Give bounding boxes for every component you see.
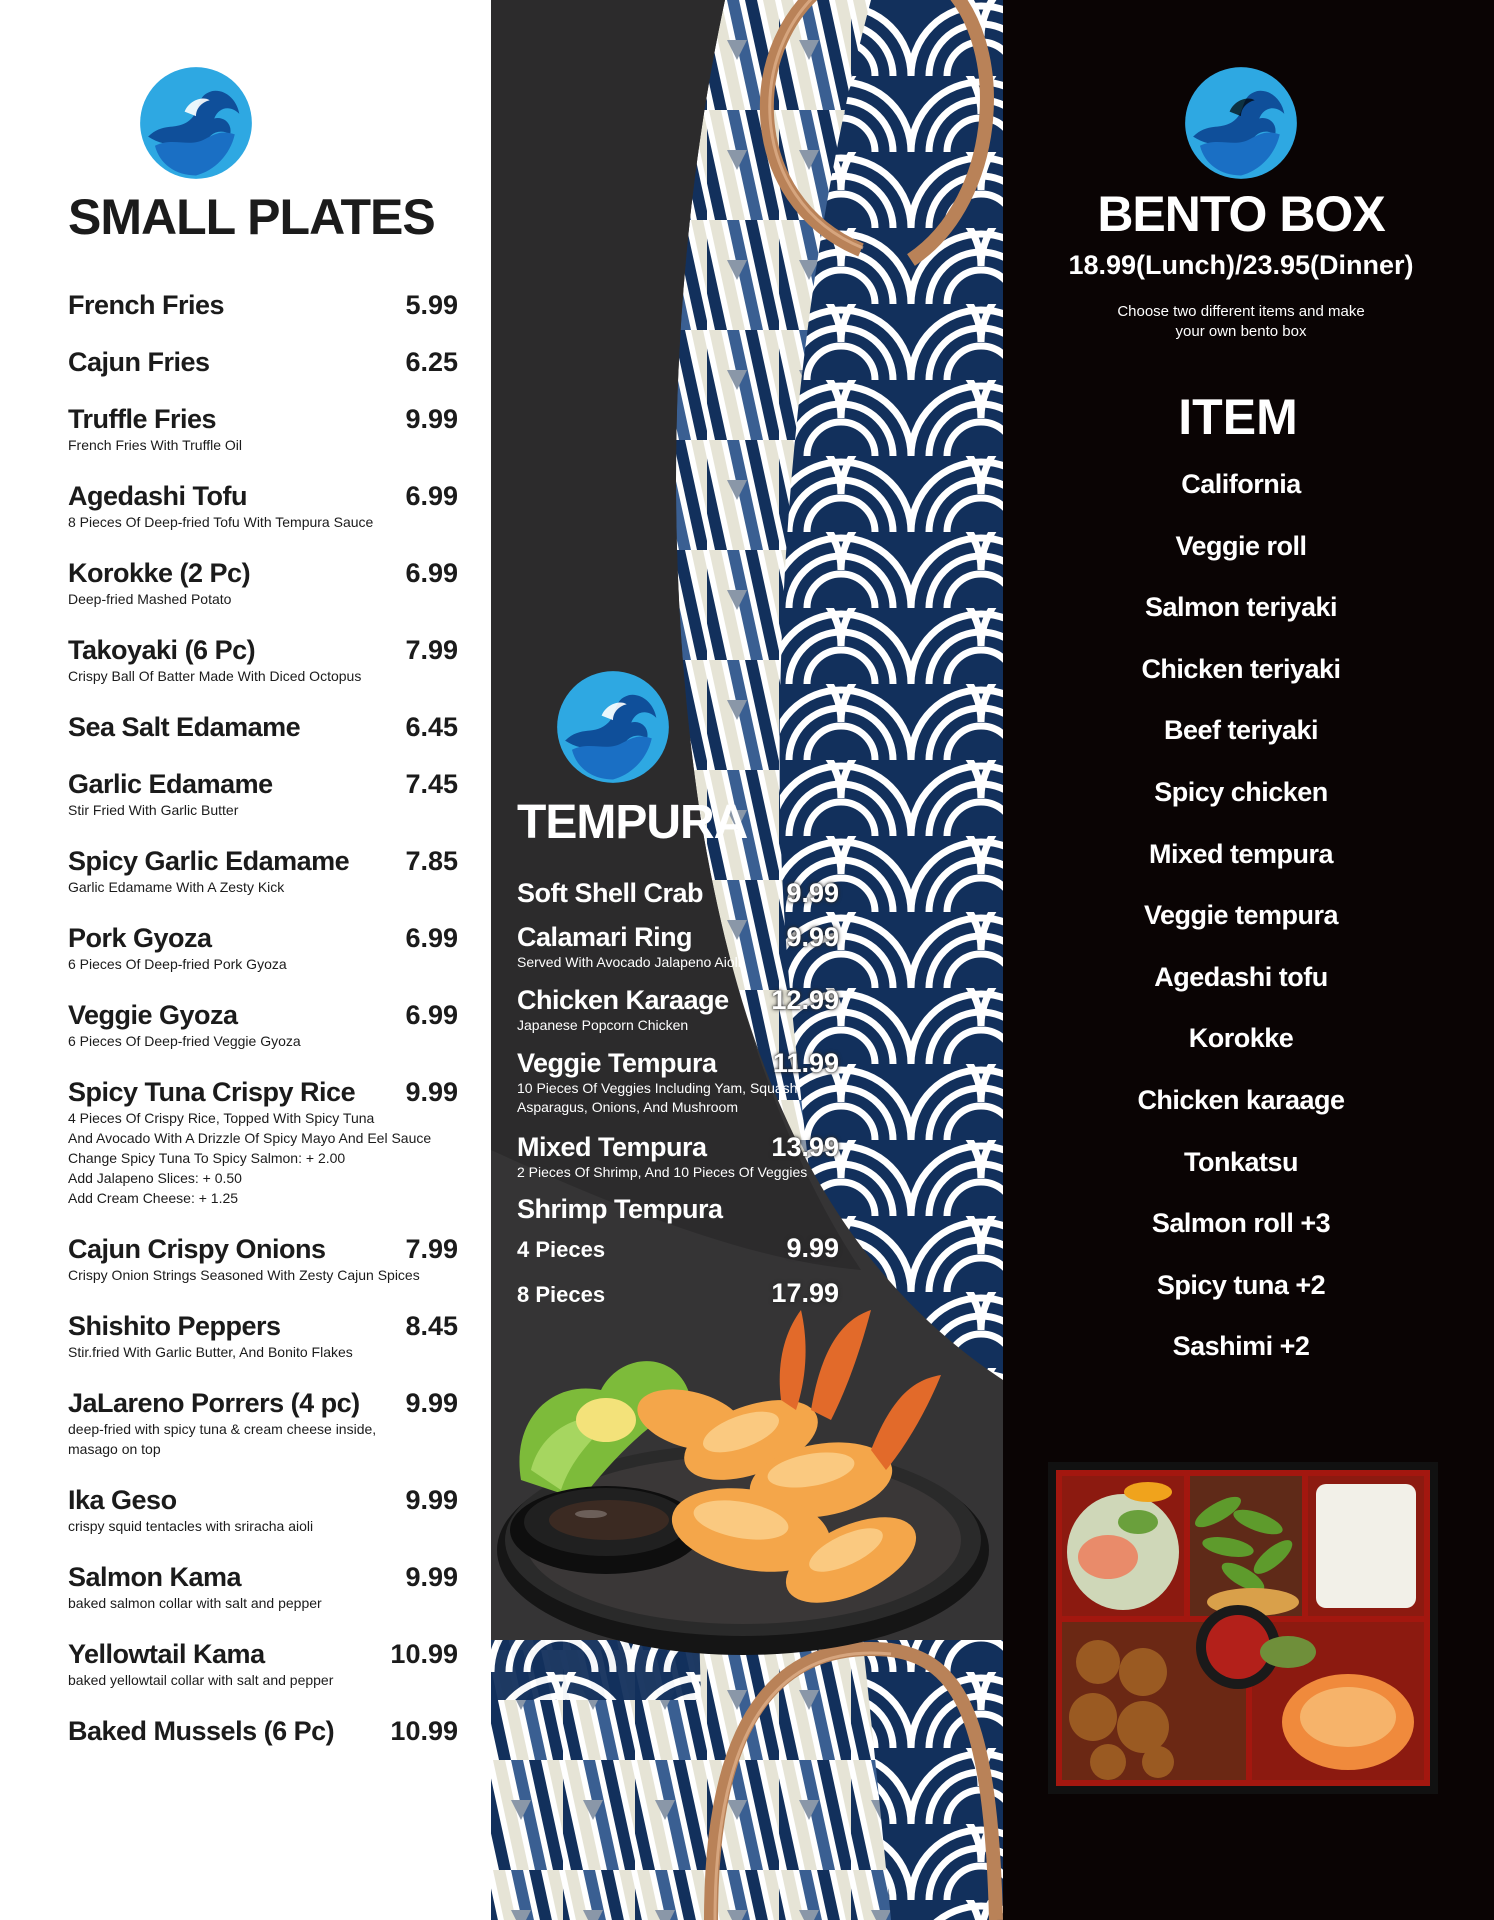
bento-box-note [1003, 302, 1479, 342]
menu-item-name: Veggie Gyoza [68, 1000, 238, 1030]
menu-item-price: 8.45 [405, 1311, 458, 1341]
menu-item-row [68, 1311, 458, 1342]
menu-item [68, 1485, 458, 1536]
menu-item-row [68, 1716, 458, 1747]
menu-item-row [68, 1639, 458, 1670]
menu-item-name: Korokke (2 Pc) [68, 558, 251, 588]
tempura-item [517, 1132, 839, 1182]
menu-item-price: 9.99 [405, 404, 458, 434]
menu-item-price: 5.99 [405, 290, 458, 320]
bento-note-line: your own bento box [1175, 323, 1307, 340]
menu-item-description-line: deep-fried with spicy tuna & cream cheese inside, [68, 1421, 377, 1437]
tempura-option-row [517, 1278, 839, 1309]
bento-item: Chicken karaage [1137, 1084, 1345, 1115]
tempura-item [517, 878, 839, 909]
menu-item-price: 7.99 [405, 1234, 458, 1264]
bento-item-list [1003, 462, 1479, 1386]
menu-item-description: Crispy Ball Of Batter Made With Diced Octopus [68, 668, 362, 684]
menu-item-price: 6.99 [405, 923, 458, 953]
menu-item-name: Agedashi Tofu [68, 481, 247, 511]
menu-item-name: Yellowtail Kama [68, 1639, 265, 1669]
bento-item: Veggie roll [1175, 530, 1307, 561]
bento-box-panel [1003, 0, 1494, 1920]
menu-item-row [68, 404, 458, 435]
bento-item: Korokke [1188, 1023, 1294, 1054]
menu-item-name: Truffle Fries [68, 404, 217, 434]
menu-item-row [68, 1234, 458, 1265]
wave-logo-icon [556, 670, 670, 784]
menu-item-price: 6.25 [405, 347, 458, 377]
tempura-item-name: Chicken Karaage [517, 985, 729, 1015]
menu-item-description: baked yellowtail collar with salt and pepper [68, 1672, 334, 1688]
tempura-item [517, 922, 839, 972]
bento-box-photo [1048, 1462, 1438, 1794]
menu-item [68, 290, 458, 321]
menu-item-row [68, 481, 458, 512]
tempura-title: TEMPURA [517, 796, 748, 849]
menu-item-description: Deep-fried Mashed Potato [68, 591, 232, 607]
menu-item-row [68, 1562, 458, 1593]
menu-item-price: 7.45 [405, 769, 458, 799]
menu-item [68, 1077, 458, 1208]
wave-logo-icon [139, 66, 253, 180]
menu-item-row [68, 769, 458, 800]
bento-note-line: Choose two different items and make [1117, 303, 1365, 320]
menu-item-description: Garlic Edamame With A Zesty Kick [68, 879, 285, 895]
menu-item-row [68, 347, 458, 378]
menu-item-name: Garlic Edamame [68, 769, 273, 799]
tempura-option-price: 17.99 [771, 1278, 839, 1308]
menu-item-price: 9.99 [405, 1562, 458, 1592]
bento-item: Veggie tempura [1143, 900, 1339, 931]
tempura-item-description: Japanese Popcorn Chicken [517, 1017, 689, 1033]
menu-item-name: Pork Gyoza [68, 923, 212, 953]
menu-item [68, 404, 458, 455]
menu-item-row [68, 712, 458, 743]
menu-item [68, 481, 458, 532]
menu-item-row [68, 635, 458, 666]
tempura-item-price: 13.99 [771, 1132, 839, 1162]
menu-item-name: Cajun Fries [68, 347, 210, 377]
bento-item-heading: ITEM [1178, 389, 1298, 445]
menu-item [68, 1562, 458, 1613]
wave-logo-icon [1184, 66, 1298, 180]
tempura-item-row [517, 1132, 839, 1163]
bento-item: Sashimi +2 [1172, 1331, 1310, 1362]
menu-item-description: 6 Pieces Of Deep-fried Pork Gyoza [68, 956, 287, 972]
menu-item-name: Spicy Garlic Edamame [68, 846, 350, 876]
tempura-item-name: Shrimp Tempura [517, 1194, 723, 1224]
menu-item-name: Sea Salt Edamame [68, 712, 301, 742]
tempura-item [517, 1048, 839, 1117]
menu-item-row [68, 558, 458, 589]
tempura-item-row [517, 1194, 839, 1225]
tempura-item-price: 12.99 [771, 985, 839, 1015]
menu-item [68, 635, 458, 686]
menu-item-description: 8 Pieces Of Deep-fried Tofu With Tempura Sauce [68, 514, 374, 530]
menu-item-description: Crispy Onion Strings Seasoned With Zesty Cajun Spices [68, 1267, 420, 1283]
menu-item-price: 10.99 [390, 1639, 458, 1669]
menu-item-description-line: masago on top [68, 1441, 161, 1457]
menu-item-row [68, 1000, 458, 1031]
menu-item-name: Salmon Kama [68, 1562, 242, 1592]
menu-item-row [68, 1485, 458, 1516]
menu-item-row [68, 846, 458, 877]
tempura-item-row [517, 922, 839, 953]
bento-item: California [1181, 469, 1301, 499]
menu-item [68, 712, 458, 743]
tempura-item-name: Mixed Tempura [517, 1132, 707, 1162]
menu-item-description-line: And Avocado With A Drizzle Of Spicy Mayo And Eel Sauce [68, 1130, 432, 1146]
tempura-item-price: 9.99 [786, 922, 839, 952]
menu-item [68, 1639, 458, 1690]
tempura-panel [491, 0, 1003, 1920]
menu-item [68, 1716, 458, 1747]
menu-item-description: 6 Pieces Of Deep-fried Veggie Gyoza [68, 1033, 301, 1049]
bento-box-title: BENTO BOX [1097, 186, 1385, 242]
tempura-item-name: Veggie Tempura [517, 1048, 717, 1078]
menu-item-name: Spicy Tuna Crispy Rice [68, 1077, 356, 1107]
menu-item-description-line: 4 Pieces Of Crispy Rice, Topped With Spicy Tuna [68, 1110, 375, 1126]
menu-item-description: crispy squid tentacles with sriracha aioli [68, 1518, 314, 1534]
menu-item-description: French Fries With Truffle Oil [68, 437, 243, 453]
small-plates-panel [0, 0, 491, 1920]
menu-item-row [68, 923, 458, 954]
tempura-item-name: Calamari Ring [517, 922, 693, 952]
bento-item: Beef teriyaki [1163, 715, 1319, 746]
menu-item-price: 6.99 [405, 481, 458, 511]
menu-item-price: 6.99 [405, 1000, 458, 1030]
tempura-item-name: Soft Shell Crab [517, 878, 704, 908]
menu-item [68, 1000, 458, 1051]
menu-item-price: 9.99 [405, 1485, 458, 1515]
tempura-item-description-line: Asparagus, Onions, And Mushroom [517, 1099, 739, 1115]
menu-item-price: 9.99 [405, 1077, 458, 1107]
menu-item-price: 6.45 [405, 712, 458, 742]
menu-item [68, 846, 458, 897]
menu-item [68, 347, 458, 378]
menu-item-description-line: Add Jalapeno Slices: + 0.50 [68, 1170, 242, 1186]
menu-item-price: 10.99 [390, 1716, 458, 1746]
tempura-item [517, 985, 839, 1035]
bento-item: Tonkatsu [1183, 1146, 1298, 1177]
bento-item: Mixed tempura [1148, 838, 1334, 869]
tempura-option-row [517, 1233, 839, 1264]
menu-item-name: Takoyaki (6 Pc) [68, 635, 256, 665]
tempura-option-price: 9.99 [786, 1233, 839, 1263]
menu-item-row [68, 1388, 458, 1419]
menu-item-description-line: Add Cream Cheese: + 1.25 [68, 1190, 239, 1206]
menu-item-name: French Fries [68, 290, 225, 320]
bento-item: Spicy chicken [1154, 776, 1328, 807]
tempura-item-row [517, 1048, 839, 1079]
menu-item-name: Baked Mussels (6 Pc) [68, 1716, 335, 1746]
menu-item-name: JaLareno Porrers (4 pc) [68, 1388, 360, 1418]
tempura-option-label: 8 Pieces [517, 1282, 606, 1307]
tempura-item-row [517, 985, 839, 1016]
menu-item-description: Stir Fried With Garlic Butter [68, 802, 239, 818]
menu-item-description: Stir.fried With Garlic Butter, And Bonito Flakes [68, 1344, 353, 1360]
menu-item [68, 1388, 458, 1459]
bento-item: Spicy tuna +2 [1156, 1269, 1326, 1300]
menu-item-description: baked salmon collar with salt and pepper [68, 1595, 322, 1611]
menu-item-description-line: Change Spicy Tuna To Spicy Salmon: + 2.00 [68, 1150, 346, 1166]
bento-item: Salmon roll +3 [1151, 1208, 1331, 1239]
bento-box-price: 18.99(Lunch)/23.95(Dinner) [1068, 250, 1414, 280]
tempura-item-description: Served With Avocado Jalapeno Aioli [517, 954, 741, 970]
tempura-item-description-line: 10 Pieces Of Veggies Including Yam, Squash, [517, 1080, 802, 1096]
tempura-item-price: 11.99 [772, 1048, 839, 1078]
menu-item-name: Ika Geso [68, 1485, 177, 1515]
menu-item [68, 769, 458, 820]
tempura-item-description: 2 Pieces Of Shrimp, And 10 Pieces Of Veggies [517, 1164, 808, 1180]
menu-item-price: 7.99 [405, 635, 458, 665]
tempura-item-price: 9.99 [786, 878, 839, 908]
menu-item-name: Cajun Crispy Onions [68, 1234, 326, 1264]
menu-item-price: 6.99 [405, 558, 458, 588]
bento-item: Salmon teriyaki [1144, 592, 1338, 623]
tempura-option-label: 4 Pieces [517, 1237, 606, 1262]
menu-item-row [68, 1077, 458, 1108]
menu-item [68, 1234, 458, 1285]
bento-item: Chicken teriyaki [1141, 653, 1341, 684]
small-plates-title: SMALL PLATES [68, 189, 435, 245]
menu-item-price: 9.99 [405, 1388, 458, 1418]
menu-item [68, 923, 458, 974]
menu-item-price: 7.85 [405, 846, 458, 876]
menu-item-name: Shishito Peppers [68, 1311, 281, 1341]
menu-item [68, 558, 458, 609]
tempura-item-row [517, 878, 839, 909]
tempura-item [517, 1194, 839, 1309]
menu-item-row [68, 290, 458, 321]
menu-item [68, 1311, 458, 1362]
bento-item: Agedashi tofu [1154, 961, 1328, 992]
